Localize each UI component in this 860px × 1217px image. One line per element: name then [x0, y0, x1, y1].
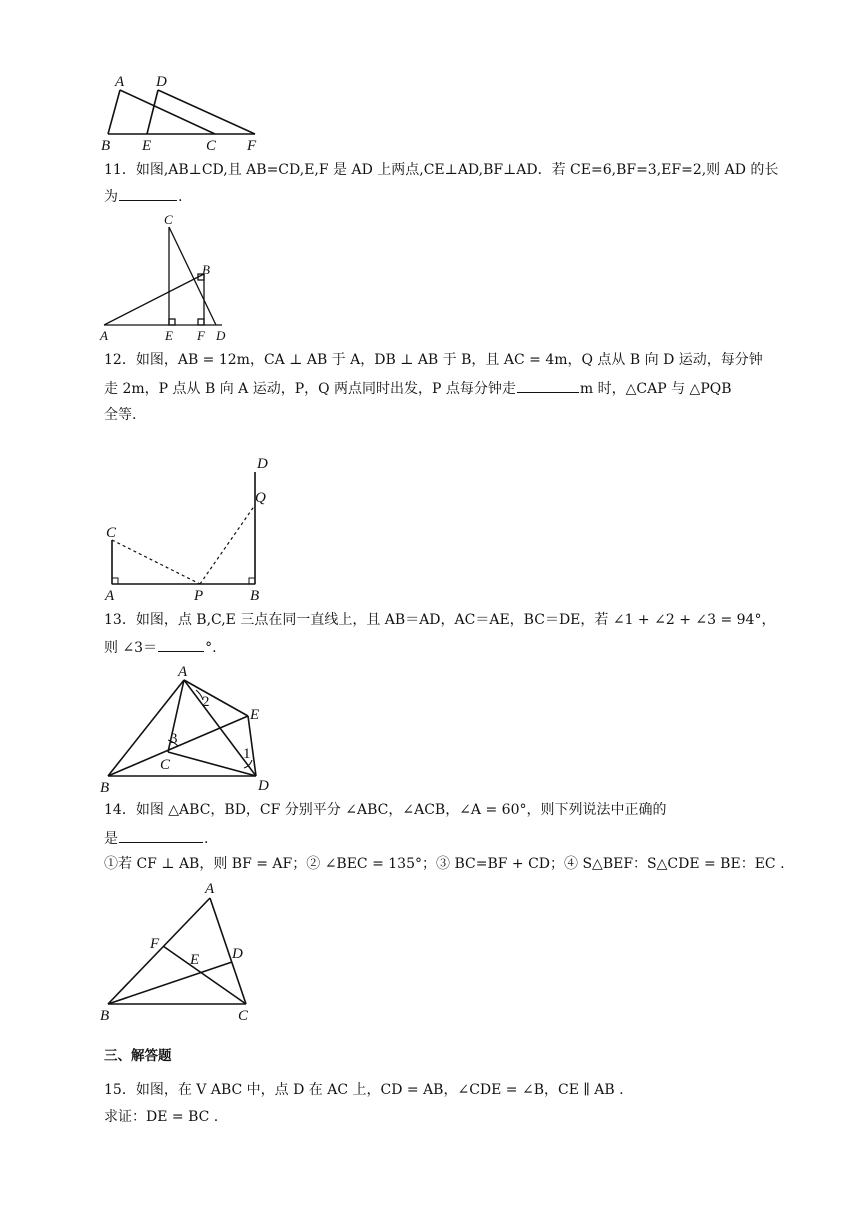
label-C: C — [238, 1008, 249, 1024]
q12-line3: 全等. — [104, 407, 137, 423]
label-D: D — [258, 778, 269, 794]
label-A: A — [115, 74, 125, 90]
label-D: D — [156, 74, 167, 90]
q14-line3: ①若 CF ⊥ AB，则 BF = AF；② ∠BEC = 135°；③ BC=BF + CD；④ S△BEF：S△CDE = BE：EC . — [104, 856, 785, 872]
label-E: E — [142, 138, 152, 154]
label-B: B — [250, 588, 260, 604]
q11-line2: 为 . — [104, 186, 182, 207]
angle-3-label: 3 — [170, 731, 178, 747]
label-E: E — [165, 328, 173, 343]
label-C: C — [106, 525, 117, 541]
label-P: P — [194, 588, 204, 604]
label-A: A — [178, 664, 188, 680]
label-C: C — [160, 757, 171, 773]
section-heading: 三、解答题 — [104, 1048, 172, 1064]
label-D: D — [232, 946, 243, 962]
label-F: F — [247, 138, 257, 154]
label-C: C — [206, 138, 217, 154]
label-Q: Q — [255, 490, 266, 506]
q12-line1: 12．如图，AB = 12m，CA ⊥ AB 于 A，DB ⊥ AB 于 B，且 AC = 4m，Q 点从 B 向 D 运动，每分钟 — [104, 352, 763, 368]
label-B: B — [101, 138, 111, 154]
label-D: D — [216, 328, 226, 343]
q14-line1: 14．如图 △ABC，BD，CF 分别平分 ∠ABC，∠ACB，∠A = 60°，则下列说法中正确的 — [104, 802, 667, 818]
q13-line2: 则 ∠3＝ °. — [104, 637, 217, 658]
label-B: B — [100, 780, 110, 796]
angle-2-label: 2 — [202, 694, 210, 710]
label-B: B — [202, 262, 210, 277]
q13-line1: 13．如图，点 B,C,E 三点在同一直线上，且 AB＝AD，AC＝AE，BC＝DE，若 ∠1 + ∠2 + ∠3 = 94°， — [104, 612, 776, 628]
label-F: F — [197, 328, 205, 343]
label-E: E — [250, 707, 260, 723]
label-C: C — [164, 212, 173, 227]
label-F: F — [150, 936, 160, 952]
label-A: A — [100, 328, 108, 343]
label-D: D — [257, 456, 268, 472]
label-A: A — [205, 881, 215, 897]
q14-line2: 是 . — [104, 828, 208, 849]
label-E: E — [190, 952, 200, 968]
angle-1-label: 1 — [243, 746, 251, 762]
q15-line1: 15．如图，在 V ABC 中，点 D 在 AC 上，CD = AB，∠CDE = ∠B，CE ∥ AB . — [104, 1082, 624, 1098]
label-A: A — [105, 588, 115, 604]
q12-line2: 走 2m，P 点从 B 向 A 运动，P，Q 两点同时出发，P 点每分钟走 m 时，△CAP 与 △PQB — [104, 378, 732, 399]
label-B: B — [100, 1008, 110, 1024]
q15-line2: 求证：DE = BC . — [104, 1109, 219, 1125]
q11-line1: 11．如图,AB⊥CD,且 AB=CD,E,F 是 AD 上两点,CE⊥AD,BF⊥AD．若 CE=6,BF=3,EF=2,则 AD 的长 — [104, 162, 779, 178]
